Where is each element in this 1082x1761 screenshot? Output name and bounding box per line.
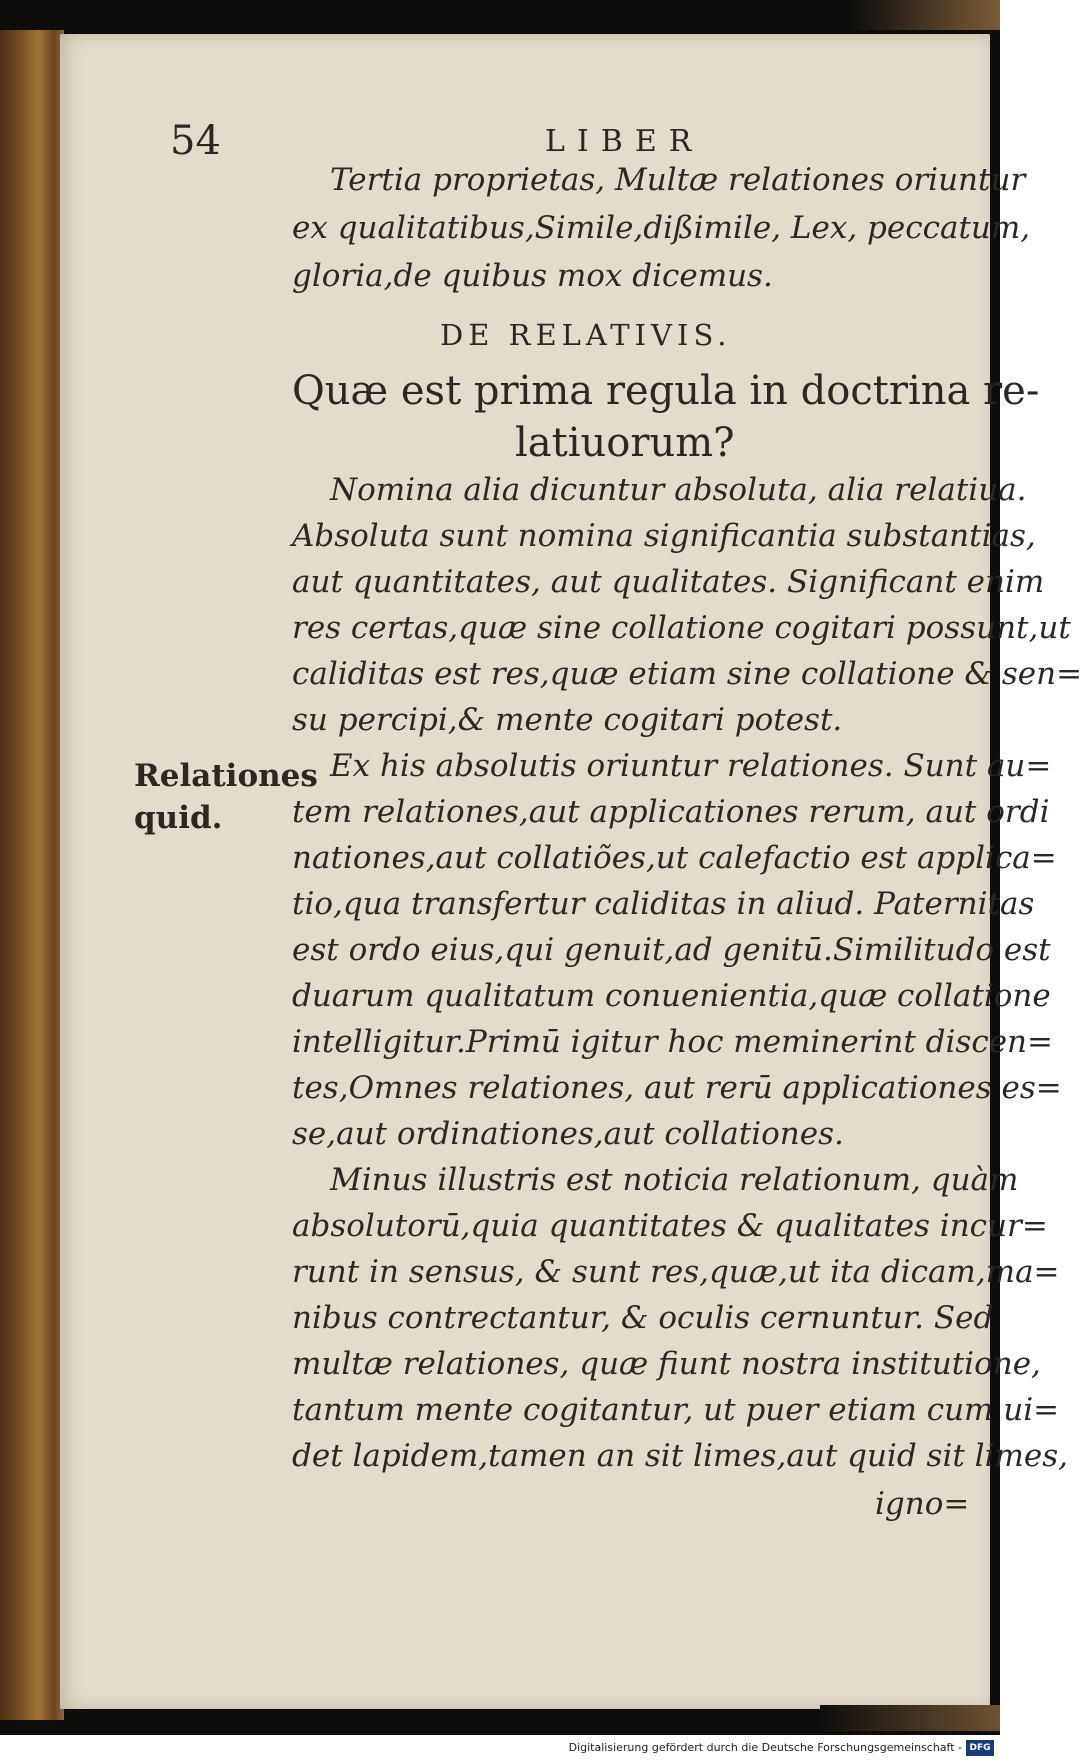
body-line: Nomina alia dicuntur absoluta, alia relatiua.: [330, 472, 1027, 508]
body-line: Minus illustris est noticia relationum, quàm: [330, 1162, 1019, 1198]
question-heading: Quæ est prima regula in doctrina re-: [292, 368, 1040, 414]
body-line: Tertia proprietas, Multæ relationes oriuntur: [330, 162, 1026, 198]
body-line: Ex his absolutis oriuntur relationes. Sunt au=: [330, 748, 1052, 784]
body-line: det lapidem,tamen an sit limes,aut quid sit limes,: [292, 1438, 1069, 1474]
body-line: caliditas est res,quæ etiam sine collatione & sen=: [292, 656, 1082, 692]
body-line: tem relationes,aut applicationes rerum, aut ordi: [292, 794, 1050, 830]
body-line: absolutorū,quia quantitates & qualitates incur=: [292, 1208, 1048, 1244]
footer-bar: [0, 1737, 1000, 1761]
scan-border-bottom: [820, 1705, 1000, 1731]
book-spine: [0, 30, 64, 1720]
question-heading: latiuorum?: [515, 420, 735, 466]
body-line: nationes,aut collatiões,ut calefactio est applica=: [292, 840, 1057, 876]
margin-note: Relationes: [134, 758, 318, 794]
scan-border-top: [850, 0, 1000, 30]
body-line: aut quantitates, aut qualitates. Significant enim: [292, 564, 1045, 600]
body-line: su percipi,& mente cogitari potest.: [292, 702, 843, 738]
body-line: gloria,de quibus mox dicemus.: [292, 258, 773, 294]
body-line: res certas,quæ sine collatione cogitari possunt,ut: [292, 610, 1071, 646]
body-line: se,aut ordinationes,aut collationes.: [292, 1116, 844, 1152]
body-line: est ordo eius,qui genuit,ad genitū.Similitudo est: [292, 932, 1051, 968]
body-line: tio,qua transfertur caliditas in aliud. Paternitas: [292, 886, 1035, 922]
body-line: duarum qualitatum conuenientia,quæ collatione: [292, 978, 1051, 1014]
catchword: igno=: [875, 1486, 970, 1522]
page-number: 54: [170, 118, 221, 164]
body-line: tantum mente cogitantur, ut puer etiam cum ui=: [292, 1392, 1060, 1428]
body-line: intelligitur.Primū igitur hoc meminerint discen=: [292, 1024, 1053, 1060]
body-line: nibus contrectantur, & oculis cernuntur. Sed: [292, 1300, 994, 1336]
footer-credit: Digitalisierung gefördert durch die Deutsche Forschungsgemeinschaft -: [568, 1741, 962, 1754]
margin-note: quid.: [134, 800, 223, 836]
section-heading: DE RELATIVIS.: [440, 318, 732, 352]
body-line: Absoluta sunt nomina significantia substantias,: [292, 518, 1036, 554]
body-line: runt in sensus, & sunt res,quæ,ut ita dicam,ma=: [292, 1254, 1060, 1290]
running-head: LIBER: [545, 124, 704, 159]
body-line: tes,Omnes relationes, aut rerū applicationes es=: [292, 1070, 1062, 1106]
body-line: ex qualitatibus,Simile,dißimile, Lex, peccatum,: [292, 210, 1031, 246]
body-line: multæ relationes, quæ fiunt nostra institutione,: [292, 1346, 1041, 1382]
dfg-logo: DFG: [966, 1740, 994, 1756]
